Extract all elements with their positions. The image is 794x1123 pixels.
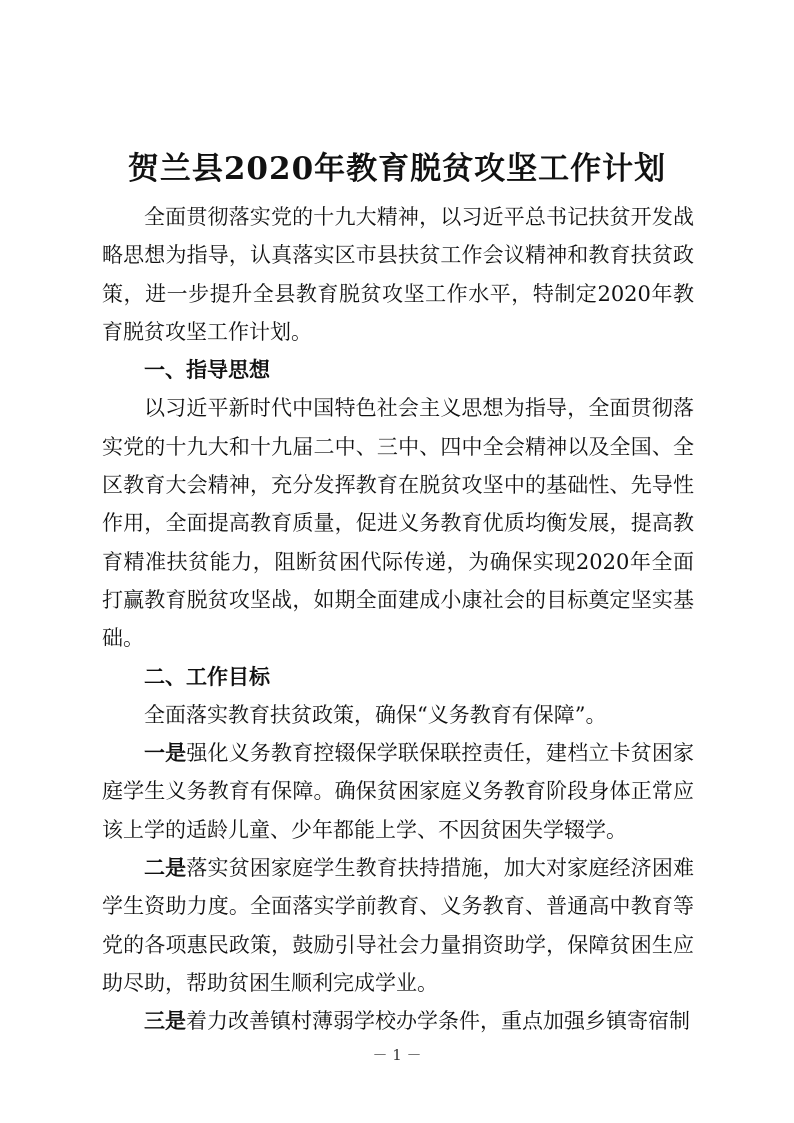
goal-item-3 (102, 1002, 694, 1040)
document-body (102, 198, 694, 1041)
intro-paragraph: 全面贯彻落实党的十九大精神，以习近平总书记扶贫开发战略思想为指导，认真落实区市县扶贫工作会议精神和教育扶贫政策，进一步提升全县教育脱贫攻坚工作水平，特制定2020年教育脱贫攻坚工作计划。 (102, 205, 694, 344)
goal-item-text: 着力改善镇村薄弱学校办学条件，重点加强乡镇寄宿制 (186, 1009, 690, 1034)
document-title: 贺兰县2020年教育脱贫攻坚工作计划 (127, 150, 667, 187)
work-goals-paragraph: 全面落实教育扶贫政策，确保“义务教育有保障”。 (144, 702, 607, 727)
goal-item-1 (102, 734, 694, 849)
guiding-ideology-paragraph: 以习近平新时代中国特色社会主义思想为指导，全面贯彻落实党的十九大和十九届二中、三中、四中全会精神以及全国、全区教育大会精神，充分发挥教育在脱贫攻坚中的基础性、先导性作用，全面提高教育质量，促进义务教育优质均衡发展，提高教育精准扶贫能力，阻断贫困代际传递，为确保实现2020年全面打赢教育脱贫攻坚战，如期全面建成小康社会的目标奠定坚实基础。 (102, 396, 694, 651)
goal-item-text: 落实贫困家庭学生教育扶持措施，加大对家庭经济困难学生资助力度。全面落实学前教育、义务教育、普通高中教育等党的各项惠民政策，鼓励引导社会力量捐资助学，保障贫困生应助尽助，帮助贫困生顺利完成学业。 (102, 856, 695, 995)
section-heading-work-goals: 二、工作目标 (144, 664, 270, 689)
goal-item-2 (102, 849, 694, 1002)
goal-item-lead: 一是 (144, 740, 187, 766)
page-number: － 1 － (372, 1046, 422, 1064)
goal-item-lead: 二是 (144, 855, 187, 881)
goal-item-lead: 三是 (144, 1008, 186, 1034)
goal-item-text: 强化义务教育控辍保学联保联控责任，建档立卡贫困家庭学生义务教育有保障。确保贫困家庭义务教育阶段身体正常应该上学的适龄儿童、少年都能上学、不因贫困失学辍学。 (102, 741, 695, 842)
section-heading-guiding-ideology: 一、指导思想 (144, 358, 270, 383)
